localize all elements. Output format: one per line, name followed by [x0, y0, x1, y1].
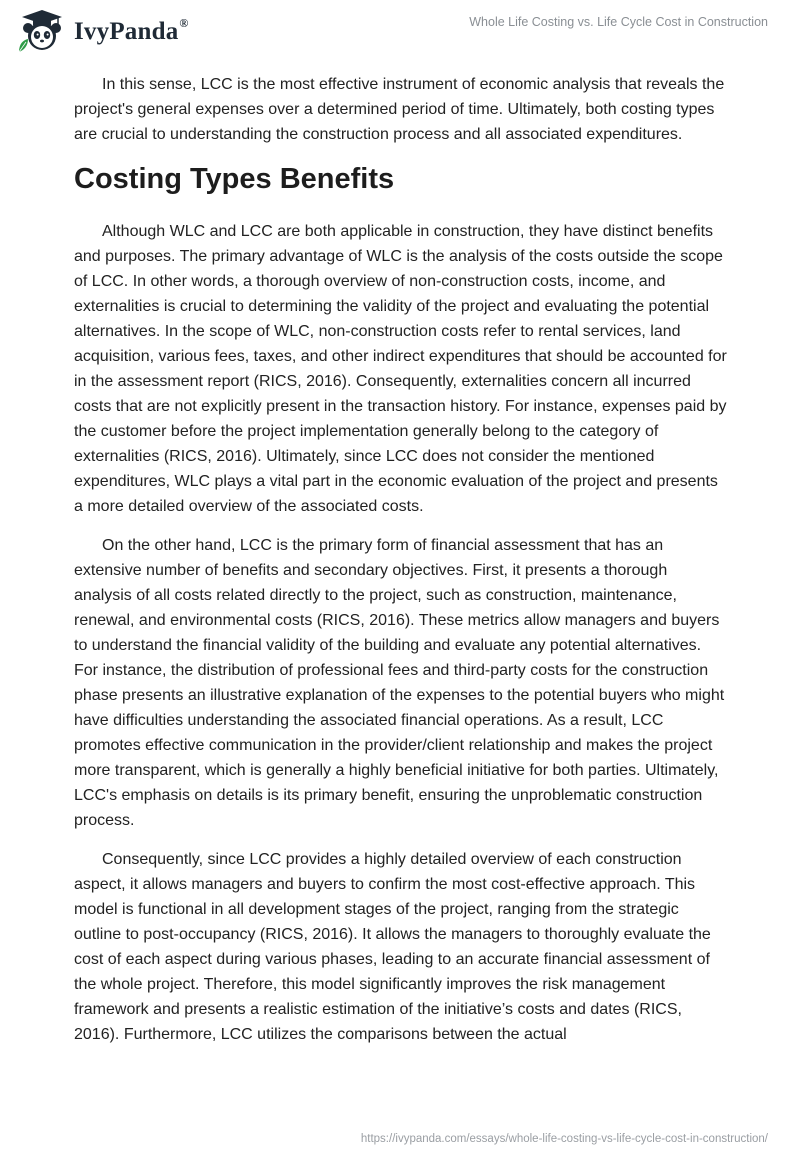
- intro-paragraph: In this sense, LCC is the most effective instrument of economic analysis that reveals the project's general expenses over a determined period of time. Ultimately, both costing types are crucial to understanding the construction process and all associated expenditures.: [74, 76, 725, 143]
- panda-graduate-icon: [14, 8, 66, 54]
- paragraph-lcc-cost-effectiveness: Consequently, since LCC provides a highly detailed overview of each construction aspect, it allows managers and buyers to confirm the most cost-effective approach. This model is functional in all development stages of the project, ranging from the strategic outline to post-occupancy (RICS, 2016). It allows the managers to thoroughly evaluate the cost of each aspect during various phases, leading to an accurate financial assessment of the whole project. Therefore, this model significantly improves the risk management framework and presents a realistic estimation of the initiative’s costs and dates (RICS, 2016). Furthermore, LCC utilizes the comparisons between the actual: [74, 851, 711, 1043]
- ivypanda-logo[interactable]: [14, 8, 189, 54]
- document-title: Whole Life Costing vs. Life Cycle Cost in Construction: [469, 15, 768, 29]
- article-body: [74, 72, 728, 1061]
- source-url[interactable]: https://ivypanda.com/essays/whole-life-costing-vs-life-cycle-cost-in-construction/: [360, 1133, 768, 1145]
- brand-name: IvyPanda®: [74, 16, 189, 45]
- page-header: [0, 0, 800, 62]
- paragraph-lcc-benefits: On the other hand, LCC is the primary form of financial assessment that has an extensive number of benefits and secondary objectives. First, it presents a thorough analysis of all costs related directly to the project, such as construction, maintenance, renewal, and environmental costs (RICS, 2016). These metrics allow managers and buyers to understand the financial validity of the building and evaluate any potential alternatives. For instance, the distribution of professional fees and third-party costs for the construction phase presents an illustrative explanation of the expenses to the potential buyers who might have difficulties understanding the associated financial operations. As a result, LCC promotes effective communication in the provider/client relationship and makes the project more transparent, which is generally a highly beneficial initiative for both parties. Ultimately, LCC's emphasis on details is its primary benefit, ensuring the unproblematic construction process.: [74, 537, 725, 829]
- section-heading: Costing Types Benefits: [74, 163, 395, 195]
- paragraph-wlc-benefits: Although WLC and LCC are both applicable in construction, they have distinct benefits and purposes. The primary advantage of WLC is the analysis of the costs outside the scope of LCC. In other words, a thorough overview of non-construction costs, income, and externalities is crucial to determining the validity of the project and evaluating the potential alternatives. In the scope of WLC, non-construction costs refer to rental services, land acquisition, various fees, taxes, and other indirect expenditures that should be accounted for in the assessment report (RICS, 2016). Consequently, externalities concern all incurred costs that are not explicitly present in the transaction history. For instance, expenses paid by the customer before the project implementation generally belong to the category of externalities (RICS, 2016). Ultimately, since LCC does not consider the mentioned expenditures, WLC plays a vital part in the economic evaluation of the project and presents a more detailed overview of the associated costs.: [74, 223, 727, 515]
